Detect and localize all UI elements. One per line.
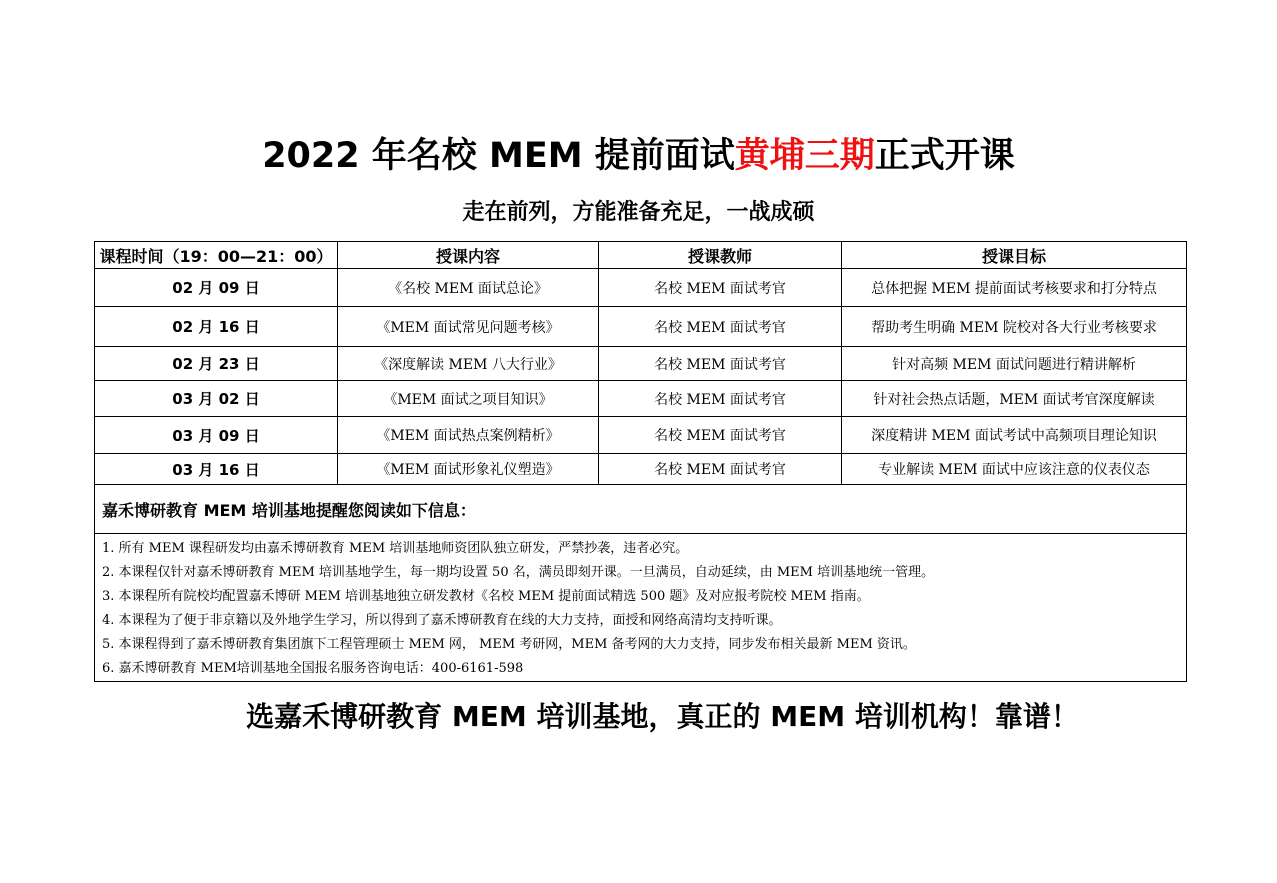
- row-content: 《MEM 面试之项目知识》: [338, 381, 599, 417]
- header-goal: 授课目标: [842, 242, 1187, 269]
- table-row: [95, 347, 1187, 381]
- table-row: [95, 454, 1187, 485]
- row-content: 《MEM 面试常见问题考核》: [338, 307, 599, 347]
- notice-line: 4. 本课程为了便于非京籍以及外地学生学习，所以得到了嘉禾博研教育在线的大力支持，面授和网络高清均支持听课。: [102, 613, 782, 628]
- page-title: [0, 132, 1277, 180]
- row-date: 03 月 16 日: [95, 454, 338, 485]
- row-date: 03 月 02 日: [95, 381, 338, 417]
- notice-line: 1. 所有 MEM 课程研发均由嘉禾博研教育 MEM 培训基地师资团队独立研发，严禁抄袭，违者必究。: [102, 541, 689, 556]
- row-date: 02 月 23 日: [95, 347, 338, 381]
- row-teacher: 名校 MEM 面试考官: [599, 269, 842, 307]
- row-goal: 总体把握 MEM 提前面试考核要求和打分特点: [842, 269, 1187, 307]
- title-highlight: 黄埔三期: [734, 136, 875, 176]
- row-goal: 深度精讲 MEM 面试考试中高频项目理论知识: [842, 417, 1187, 454]
- row-teacher: 名校 MEM 面试考官: [599, 307, 842, 347]
- notice-heading-row: [95, 485, 1187, 534]
- page-subtitle: 走在前列，方能准备充足，一战成硕: [462, 200, 815, 225]
- title-prefix: 2022 年名校 MEM 提前面试: [262, 136, 735, 176]
- notice-line: 2. 本课程仅针对嘉禾博研教育 MEM 培训基地学生，每一期均设置 50 名，满员即刻开课。一旦满员，自动延续，由 MEM 培训基地统一管理。: [102, 565, 935, 580]
- notice-body: [95, 534, 1187, 682]
- row-date: 03 月 09 日: [95, 417, 338, 454]
- row-teacher: 名校 MEM 面试考官: [599, 454, 842, 485]
- schedule-table: [94, 241, 1187, 682]
- notice-line: 5. 本课程得到了嘉禾博研教育集团旗下工程管理硕士 MEM 网， MEM 考研网，MEM 备考网的大力支持，同步发布相关最新 MEM 资讯。: [102, 637, 916, 652]
- table-row: [95, 381, 1187, 417]
- header-teacher: 授课教师: [599, 242, 842, 269]
- row-content: 《深度解读 MEM 八大行业》: [338, 347, 599, 381]
- row-date: 02 月 09 日: [95, 269, 338, 307]
- row-content: 《MEM 面试形象礼仪塑造》: [338, 454, 599, 485]
- notice-line: 3. 本课程所有院校均配置嘉禾博研 MEM 培训基地独立研发教材《名校 MEM 提前面试精选 500 题》及对应报考院校 MEM 指南。: [102, 589, 870, 604]
- row-date: 02 月 16 日: [95, 307, 338, 347]
- row-teacher: 名校 MEM 面试考官: [599, 381, 842, 417]
- footer-slogan: 选嘉禾博研教育 MEM 培训基地，真正的 MEM 培训机构！靠谱！: [246, 700, 1079, 733]
- table-row: [95, 269, 1187, 307]
- header-content: 授课内容: [338, 242, 599, 269]
- row-content: 《MEM 面试热点案例精析》: [338, 417, 599, 454]
- title-suffix: 正式开课: [874, 136, 1015, 176]
- header-time: 课程时间（19：00—21：00）: [95, 242, 338, 269]
- row-goal: 专业解读 MEM 面试中应该注意的仪表仪态: [842, 454, 1187, 485]
- notice-line: 6. 嘉禾博研教育 MEM培训基地全国报名服务咨询电话：400-6161-598: [102, 661, 524, 676]
- notice-body-row: [95, 534, 1187, 682]
- row-teacher: 名校 MEM 面试考官: [599, 417, 842, 454]
- table-row: [95, 307, 1187, 347]
- row-teacher: 名校 MEM 面试考官: [599, 347, 842, 381]
- table-row: [95, 417, 1187, 454]
- table-header-row: [95, 242, 1187, 269]
- row-goal: 针对社会热点话题，MEM 面试考官深度解读: [842, 381, 1187, 417]
- row-goal: 针对高频 MEM 面试问题进行精讲解析: [842, 347, 1187, 381]
- notice-heading: 嘉禾博研教育 MEM 培训基地提醒您阅读如下信息：: [95, 485, 1187, 534]
- row-content: 《名校 MEM 面试总论》: [338, 269, 599, 307]
- row-goal: 帮助考生明确 MEM 院校对各大行业考核要求: [842, 307, 1187, 347]
